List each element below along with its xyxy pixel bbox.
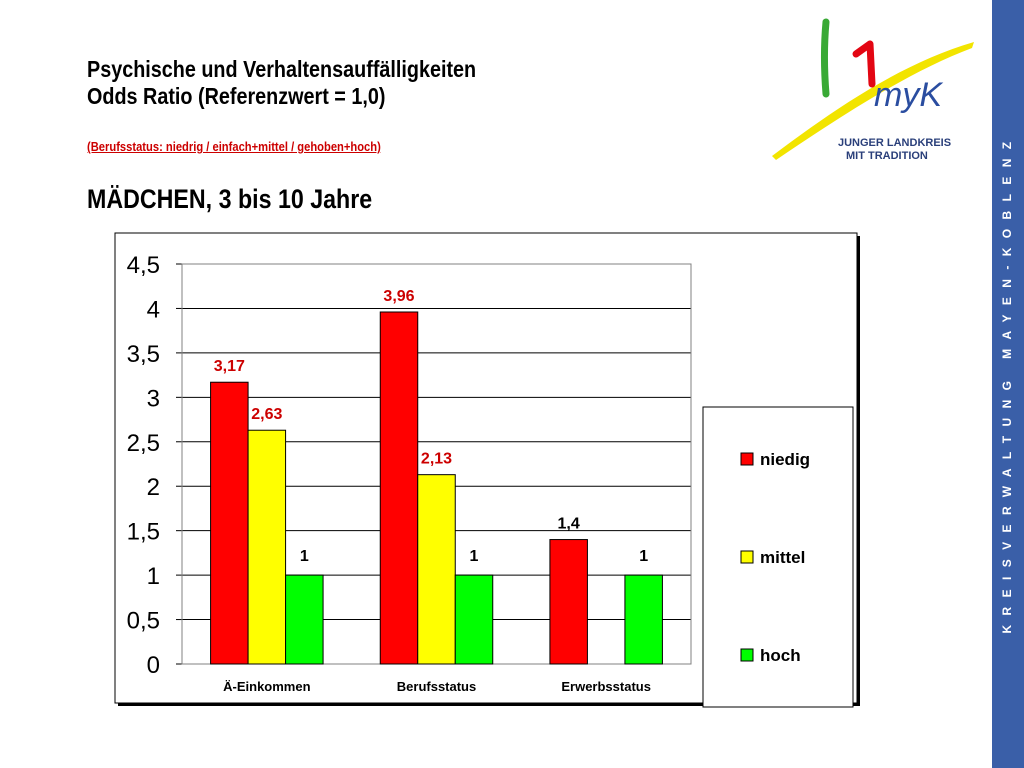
bar-hoch-3: [625, 575, 663, 664]
logo-line-2: MIT TRADITION: [846, 150, 928, 162]
bar-hoch-2: [455, 575, 493, 664]
y-tick-label: 0: [146, 652, 160, 679]
legend-label-niedig: niedig: [760, 450, 811, 469]
legend-label-mittel: mittel: [760, 548, 806, 567]
bar-niedig-2: [380, 312, 418, 664]
data-label: 1: [639, 548, 649, 566]
y-tick-label: 0,5: [126, 607, 160, 635]
data-label: 3,17: [213, 358, 245, 376]
bar-mittel-1: [248, 430, 285, 664]
bar-niedig-3: [550, 540, 588, 664]
data-label: 3,96: [383, 288, 415, 305]
data-label: 1: [469, 548, 479, 566]
y-tick-label: 1: [146, 563, 160, 591]
y-tick-label: 1,5: [126, 518, 160, 546]
bar-hoch-1: [286, 575, 324, 664]
bar-niedig-1: [211, 382, 249, 664]
legend-label-hoch: hoch: [760, 646, 801, 665]
subtitle: (Berufsstatus: niedrig / einfach+mittel / gehoben+hoch): [87, 139, 381, 154]
legend-swatch-hoch: [741, 649, 753, 661]
data-label: 1,4: [557, 515, 580, 533]
title-line-1: Psychische und Verhaltensauffälligkeiten: [87, 56, 477, 82]
y-tick-label: 4: [146, 296, 160, 324]
legend-swatch-niedig: [741, 453, 753, 465]
y-tick-label: 3: [146, 385, 160, 413]
data-label: 2,13: [420, 450, 453, 468]
data-label: 2,63: [251, 406, 283, 424]
y-tick-label: 2,5: [126, 429, 160, 457]
y-tick-label: 3,5: [126, 340, 160, 368]
sidebar-text: KREISVERWALTUNG MAYEN-KOBLENZ: [1000, 132, 1014, 634]
logo-line-1: JUNGER LANDKREIS: [838, 137, 952, 149]
bar-mittel-2: [418, 475, 456, 664]
logo-mark: myK: [874, 76, 942, 114]
title-line-2: Odds Ratio (Referenzwert = 1,0): [87, 83, 386, 109]
y-tick-label: 4,5: [126, 252, 160, 279]
data-label: 1: [299, 548, 309, 566]
group-heading: MÄDCHEN, 3 bis 10 Jahre: [87, 184, 373, 214]
x-category-label: Berufsstatus: [396, 679, 477, 694]
x-category-label: Erwerbsstatus: [561, 679, 651, 694]
y-tick-label: 2: [146, 474, 160, 502]
legend-swatch-mittel: [741, 551, 753, 563]
x-category-label: Ä-Einkommen: [223, 679, 311, 694]
